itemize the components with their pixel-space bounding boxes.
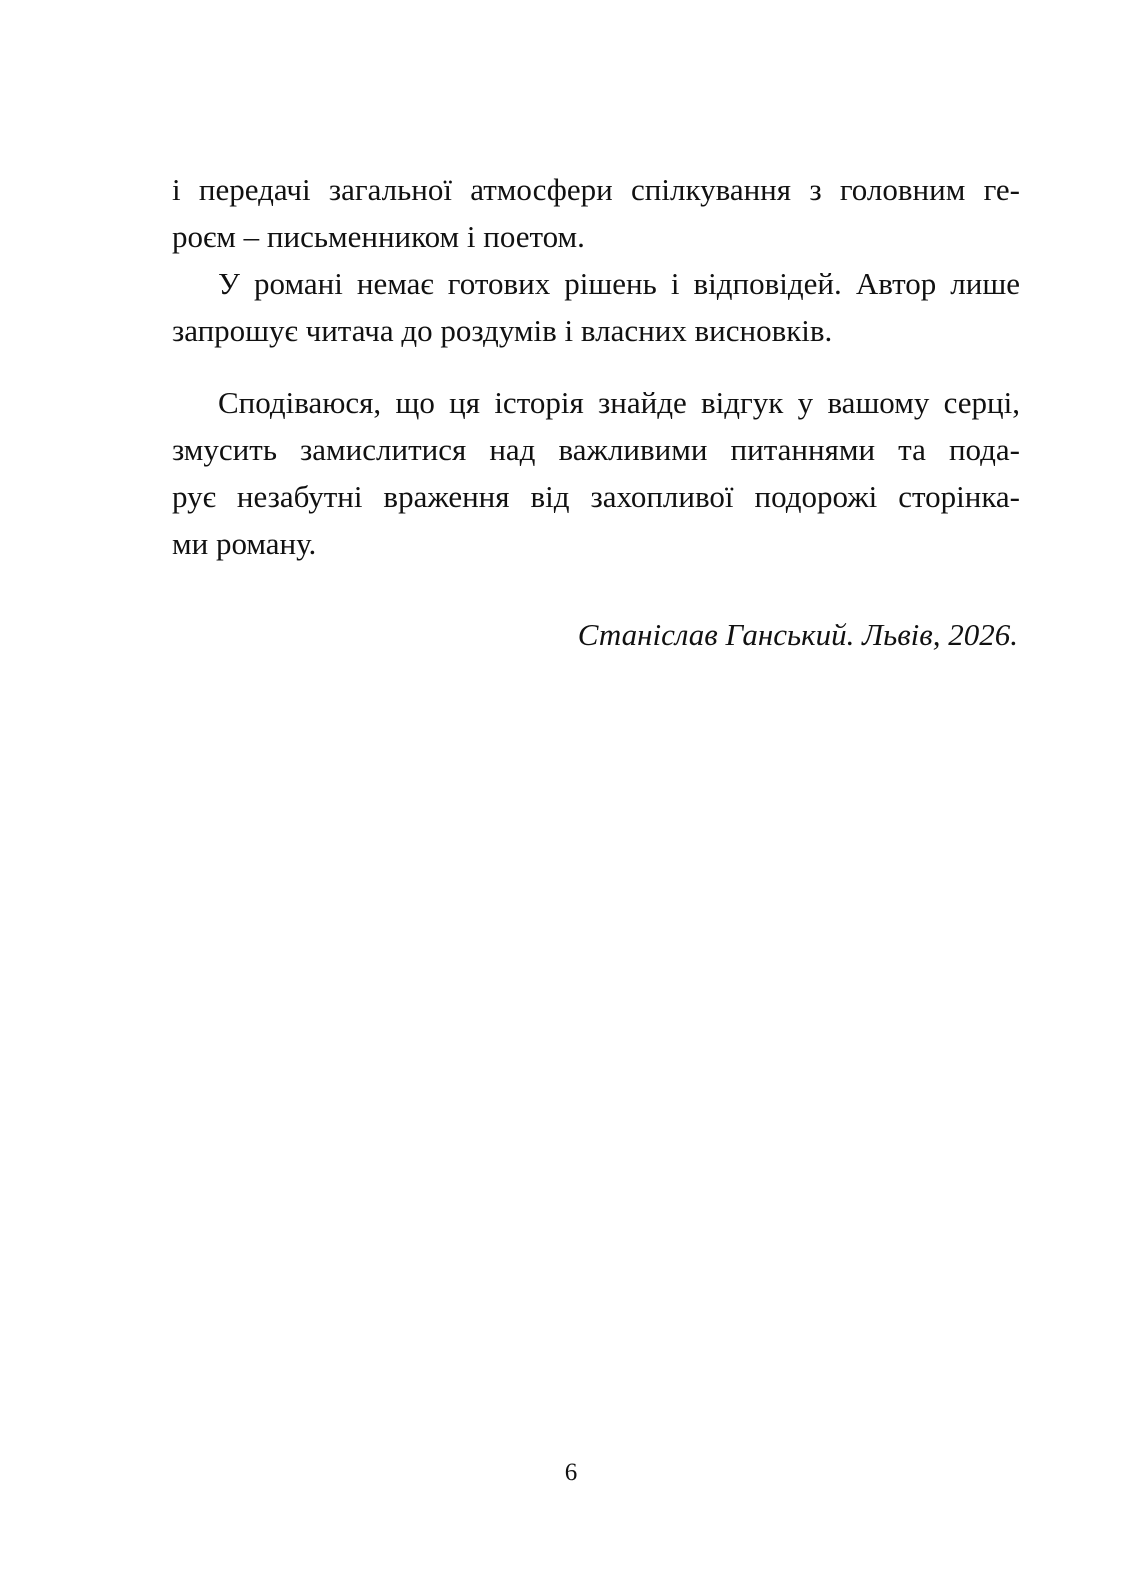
paragraph-3 (172, 379, 1020, 567)
text-line: рує незабутні враження від захопливої подорожі сторінка- (172, 479, 1020, 514)
paragraph-1 (172, 166, 1020, 260)
page-number: 6 (564, 1459, 578, 1486)
text-line: роєм – письменником і поетом. (172, 219, 585, 254)
body-text (172, 166, 1020, 567)
text-line: запрошує читача до роздумів і власних висновків. (172, 313, 833, 348)
paragraph-2 (172, 260, 1020, 354)
paragraph-spacer (172, 354, 1020, 379)
author-signature: Станіслав Ганський. Львів, 2026. (577, 617, 1018, 652)
text-line: і передачі загальної атмосфери спілкування з головним ге- (172, 172, 1020, 207)
text-line: ми роману. (172, 526, 317, 561)
text-line: У романі немає готових рішень і відповідей. Автор лише (218, 266, 1020, 301)
text-line: змусить замислитися над важливими питаннями та пода- (172, 432, 1020, 467)
text-line: Сподіваюся, що ця історія знайде відгук у вашому серці, (218, 385, 1020, 420)
